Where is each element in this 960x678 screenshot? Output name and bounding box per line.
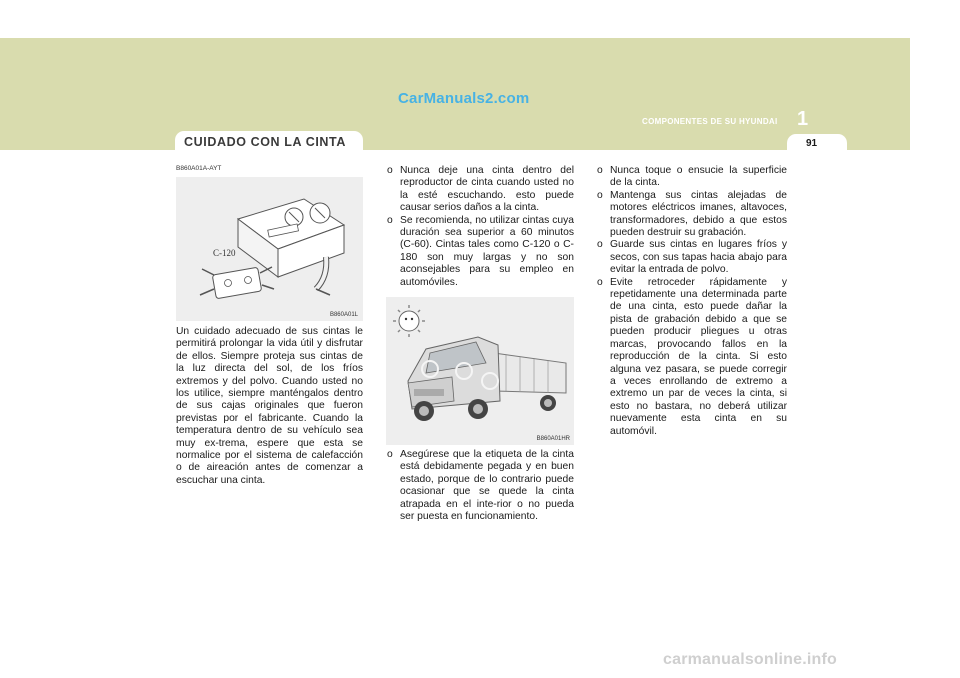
figure-cassette: [176, 177, 363, 321]
tips-list-2: [387, 449, 574, 523]
list-item-text: Nunca deje una cinta dentro del reproductor de cinta cuando usted no la esté escuchando. esto puede causar serios daños a la cinta.: [400, 165, 574, 214]
list-item: [387, 449, 574, 523]
page-number: 91: [806, 138, 818, 149]
truck-illustration-icon: [386, 297, 574, 445]
list-item: [387, 215, 574, 289]
figure-truck: [386, 297, 574, 445]
list-item-text: Se recomienda, no utilizar cintas cuya duración sea superior a 60 minutos (C-60). Cintas tales como C-120 o C-180 son muy largas y no son aconsejables para su empleo en automóviles.: [400, 214, 574, 288]
reference-code: B860A01A-AYT: [176, 165, 222, 172]
tips-list-3: [597, 165, 787, 438]
bullet-mark: o: [597, 165, 603, 176]
bullet-mark: o: [387, 449, 393, 460]
bullet-mark: o: [597, 276, 603, 288]
cassette-illustration-icon: [176, 177, 363, 321]
list-item-text: Evite retroceder rápidamente y repetidamente una determinada parte de una cinta, esto puede dañar la pista de grabación debido a que se pueden producir pliegues u otras marcas, provocando fallos en la reproducción de la cinta. Si esto alguna vez pasara, se puede corregir a veces enrollando de extremo a extremo un par de veces la cinta, si esto no bastara, no deberá utilizar nuevamente esta cinta en su automóvil.: [610, 276, 787, 437]
list-item: [597, 190, 787, 240]
bullet-mark: o: [597, 189, 603, 201]
bullet-mark: o: [387, 165, 393, 176]
list-item: [597, 277, 787, 438]
figure-code: B860A01L: [329, 312, 358, 318]
cassette-label: C-120: [213, 248, 236, 258]
list-item-text: Guarde sus cintas en lugares fríos y secos, con sus tapas hacia abajo para evitar la entrada de polvo.: [610, 239, 787, 276]
chapter-number: 1: [797, 108, 809, 130]
watermark-top[interactable]: CarManuals2.com: [398, 90, 530, 107]
bullet-mark: o: [597, 239, 603, 251]
list-item: [387, 165, 574, 215]
chapter-title: COMPONENTES DE SU HYUNDAI: [642, 117, 778, 126]
list-item-text: Asegúrese que la etiqueta de la cinta está debidamente pegada y en buen estado, porque de lo contrario puede ocasionar que se quede la cinta atrapada en el inte-rior o no pueda ser puesta en funcionamiento.: [400, 449, 574, 523]
list-item-text: Mantenga sus cintas alejadas de motores eléctricos imanes, altavoces, transformadores, debido a que estos pueden destruir su grabación.: [610, 189, 787, 239]
list-item-text: Nunca toque o ensucie la superficie de la cinta.: [610, 165, 787, 189]
watermark-bottom[interactable]: carmanualsonline.info: [663, 651, 838, 668]
intro-paragraph: Un cuidado adecuado de sus cintas le permitirá prolongar la vida útil y disfrutar de ellos. Siempre proteja sus cintas de la luz directa del sol, de los fríos extremos y del polvo. Cuando usted no los utilice, siempre manténgalos dentro de sus cajas originales que fueron previstas por el fabricante. Cuando la temperatura dentro de su vehículo sea muy ex-trema, espere que esta se normalice por el sistema de calefacción o de aireación antes de comenzar a escuchar una cinta.: [176, 326, 363, 486]
list-item: [597, 165, 787, 190]
list-item: [597, 239, 787, 276]
bullet-mark: o: [387, 214, 393, 226]
tips-list-1: [387, 165, 574, 289]
figure-code: B860A01HR: [536, 436, 570, 442]
section-title: CUIDADO CON LA CINTA: [184, 135, 346, 149]
